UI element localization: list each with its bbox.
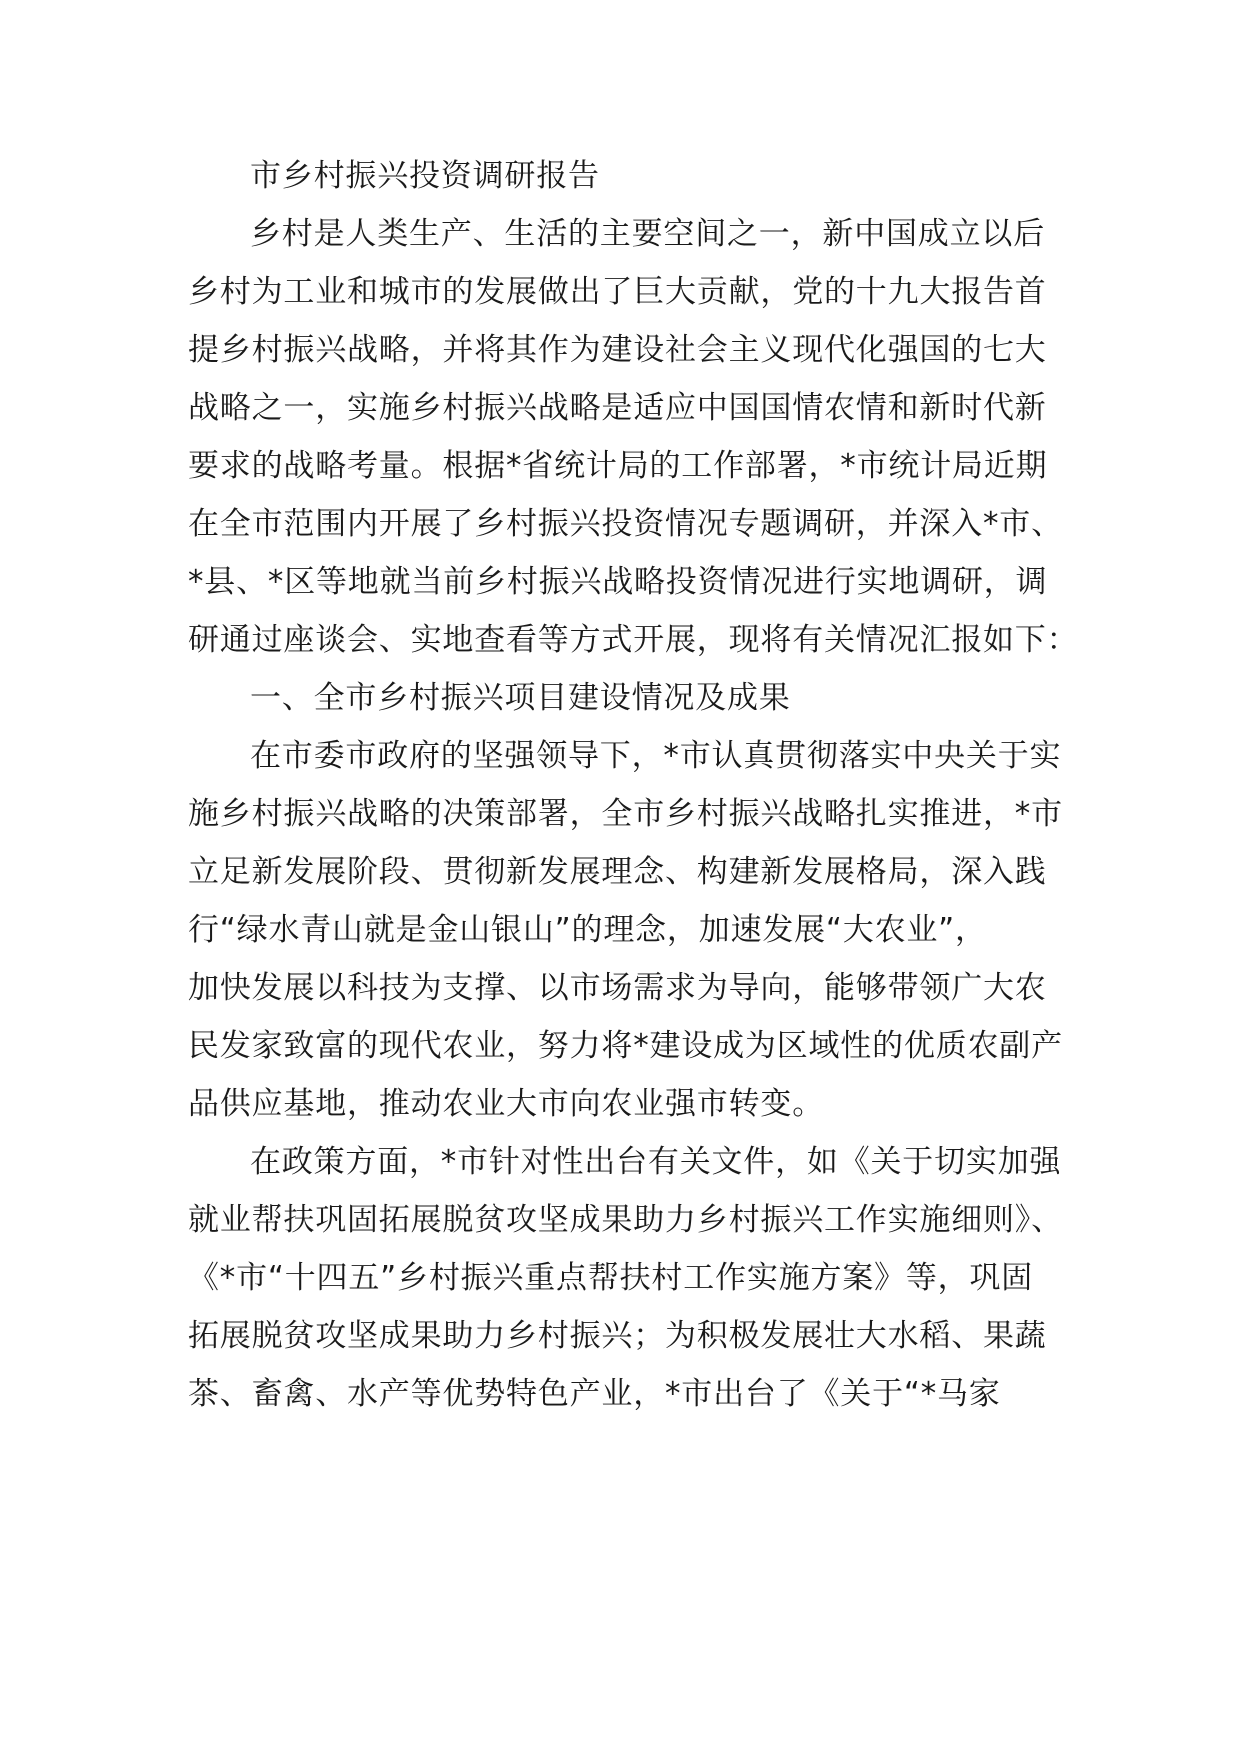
paragraph-line: 提乡村振兴战略，并将其作为建设社会主义现代化强国的七大 (188, 332, 1047, 368)
paragraph-line: *县、*区等地就当前乡村振兴战略投资情况进行实地调研，调 (188, 564, 1048, 600)
paragraph-line: 立足新发展阶段、贯彻新发展理念、构建新发展格局，深入践 (188, 854, 1047, 890)
paragraph-line: 民发家致富的现代农业，努力将*建设成为区域性的优质农副产 (188, 1028, 1063, 1064)
paragraph-line: 在政策方面，*市针对性出台有关文件，如《关于切实加强 (250, 1144, 1062, 1180)
paragraph-line: 就业帮扶巩固拓展脱贫攻坚成果助力乡村振兴工作实施细则》、 (188, 1202, 1063, 1238)
paragraph-line: 施乡村振兴战略的决策部署，全市乡村振兴战略扎实推进，*市 (188, 796, 1063, 832)
paragraph-line: 茶、畜禽、水产等优势特色产业，*市出台了《关于“*马家 (188, 1376, 1001, 1412)
paragraph-line: 在市委市政府的坚强领导下，*市认真贯彻落实中央关于实 (250, 738, 1062, 774)
document-title: 市乡村振兴投资调研报告 (250, 158, 600, 194)
paragraph-line: 加快发展以科技为支撑、以市场需求为导向，能够带领广大农 (188, 970, 1047, 1006)
paragraph-line: 乡村是人类生产、生活的主要空间之一，新中国成立以后 (250, 216, 1045, 252)
paragraph-line: 战略之一，实施乡村振兴战略是适应中国国情农情和新时代新 (188, 390, 1047, 426)
paragraph-line: 在全市范围内开展了乡村振兴投资情况专题调研，并深入*市、 (188, 506, 1063, 542)
paragraph-line: 拓展脱贫攻坚成果助力乡村振兴；为积极发展壮大水稻、果蔬 (188, 1318, 1047, 1354)
paragraph-line: 《*市“十四五”乡村振兴重点帮扶村工作实施方案》等，巩固 (188, 1260, 1034, 1296)
paragraph-line: 研通过座谈会、实地查看等方式开展，现将有关情况汇报如下： (188, 622, 1079, 658)
paragraph-line: 要求的战略考量。根据*省统计局的工作部署，*市统计局近期 (188, 448, 1048, 484)
paragraph-line: 行“绿水青山就是金山银山”的理念，加速发展“大农业”， (188, 912, 987, 948)
paragraph-line: 品供应基地，推动农业大市向农业强市转变。 (188, 1086, 824, 1122)
section-heading: 一、全市乡村振兴项目建设情况及成果 (250, 680, 791, 716)
paragraph-line: 乡村为工业和城市的发展做出了巨大贡献，党的十九大报告首 (188, 274, 1047, 310)
